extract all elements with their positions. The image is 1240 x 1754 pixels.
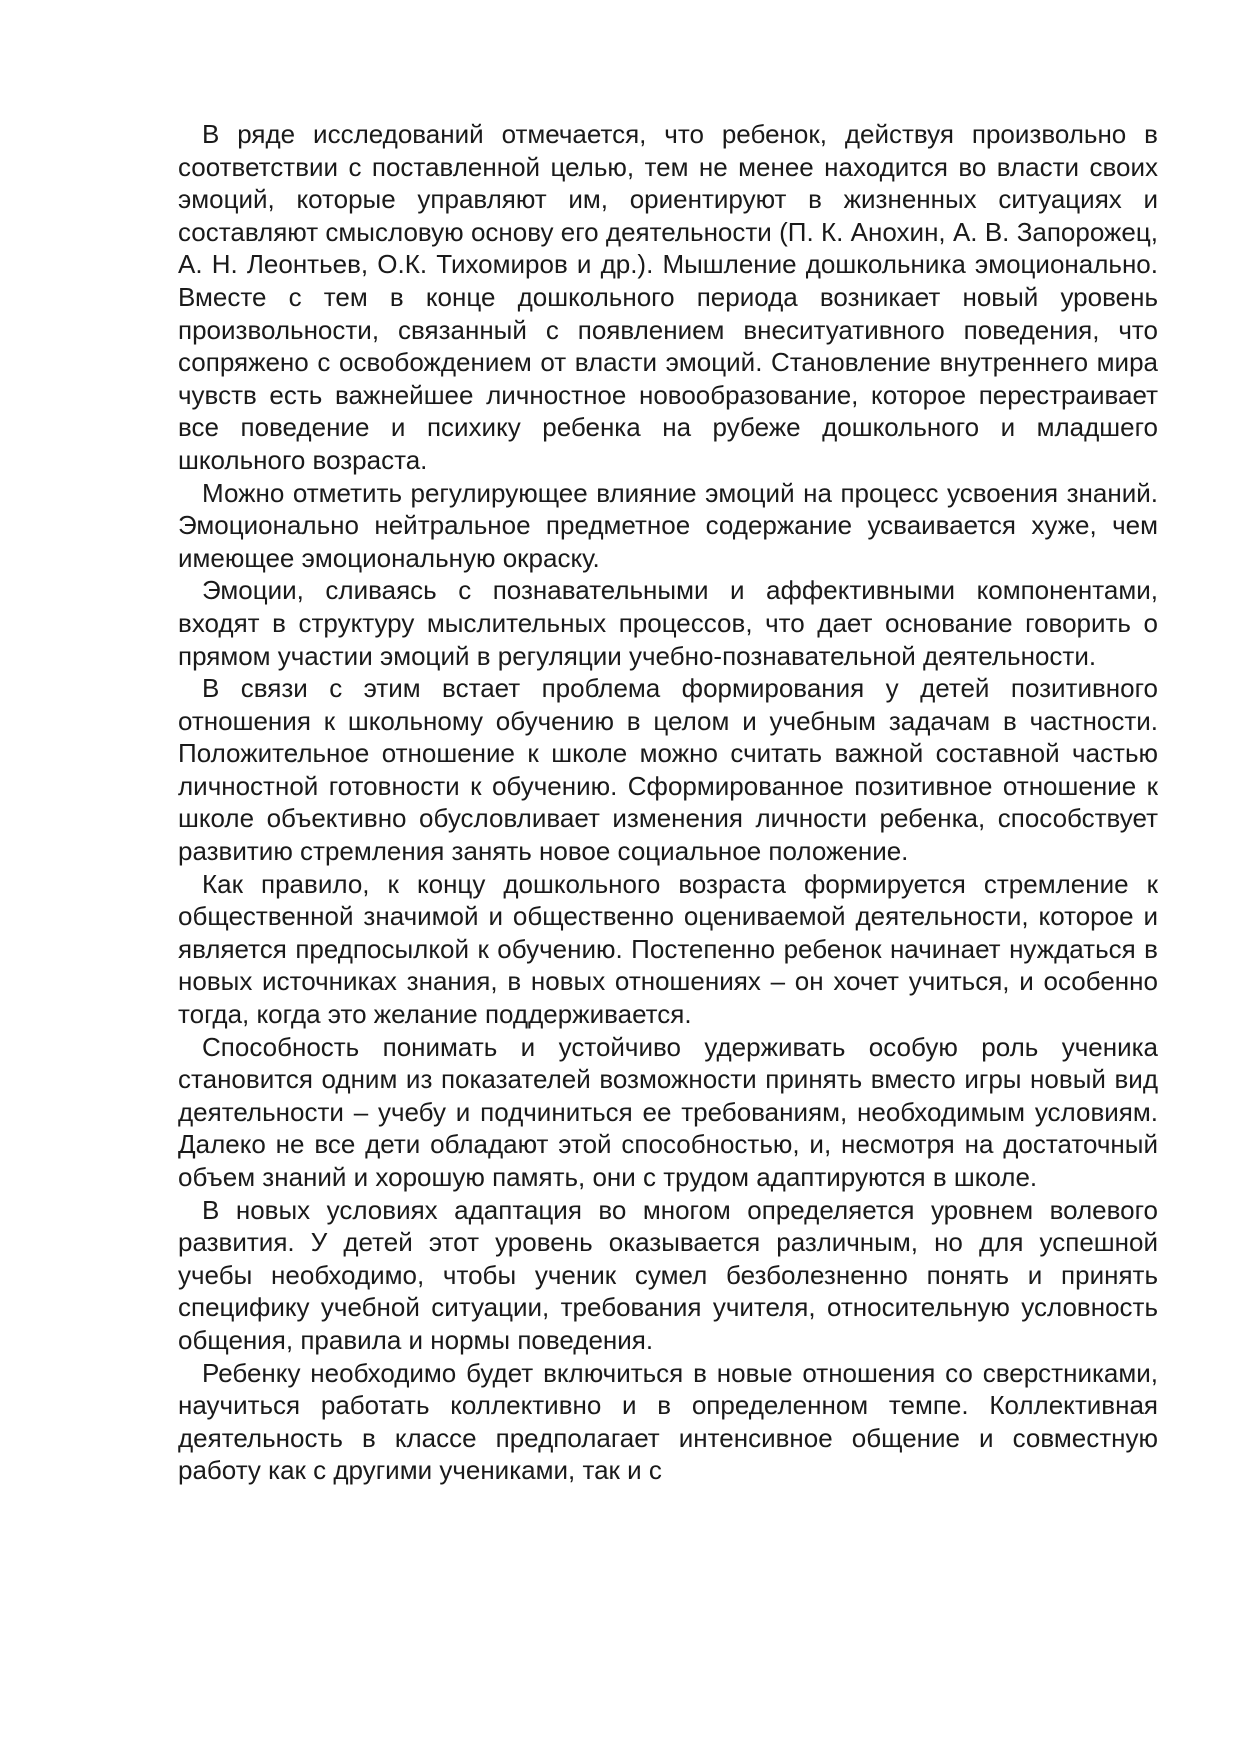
paragraph-2: Можно отметить регулирующее влияние эмоций на процесс усвоения знаний. Эмоционально нейтральное предметное содержание усваивается хуже, чем имеющее эмоциональную окраску. [178, 477, 1158, 573]
document-page [178, 118, 1158, 1487]
paragraph-6: Способность понимать и устойчиво удерживать особую роль ученика становится одним из показателей возможности принять вместо игры новый вид деятельности – учебу и подчиниться ее требованиям, необходимым условиям. Далеко не все дети обладают этой способностью, и, несмотря на достаточный объем знаний и хорошую память, они с трудом адаптируются в школе. [178, 1031, 1158, 1192]
paragraph-7: В новых условиях адаптация во многом определяется уровнем волевого развития. У детей этот уровень оказывается различным, но для успешной учебы необходимо, чтобы ученик сумел безболезненно понять и принять специфику учебной ситуации, требования учителя, относительную условность общения, правила и нормы поведения. [178, 1194, 1158, 1355]
paragraph-8: Ребенку необходимо будет включиться в новые отношения со сверстниками, научиться работать коллективно и в определенном темпе. Коллективная деятельность в классе предполагает интенсивное общение и совместную работу как с другими учениками, так и с [178, 1357, 1158, 1486]
paragraph-5: Как правило, к концу дошкольного возраста формируется стремление к общественной значимой и общественно оцениваемой деятельности, которое и является предпосылкой к обучению. Постепенно ребенок начинает нуждаться в новых источниках знания, в новых отношениях – он хочет учиться, и особенно тогда, когда это желание поддерживается. [178, 868, 1158, 1030]
paragraph-3: Эмоции, сливаясь с познавательными и аффективными компонентами, входят в структуру мыслительных процессов, что дает основание говорить о прямом участии эмоций в регуляции учебно-познавательной деятельности. [178, 575, 1158, 671]
paragraph-4: В связи с этим встает проблема формирования у детей позитивного отношения к школьному обучению в целом и учебным задачам в частности. Положительное отношение к школе можно считать важной составной частью личностной готовности к обучению. Сформированное позитивное отношение к школе объективно обусловливает изменения личности ребенка, способствует развитию стремления занять новое социальное положение. [178, 673, 1158, 867]
paragraph-1: В ряде исследований отмечается, что ребенок, действуя произвольно в соответствии с поставленной целью, тем не менее находится во власти своих эмоций, которые управляют им, ориентируют в жизненных ситуациях и составляют смысловую основу его деятельности (П. К. Анохин, А. В. Запорожец, А. Н. Леонтьев, О.К. Тихомиров и др.). Мышление дошкольника эмоционально. Вместе с тем в конце дошкольного периода возникает новый уровень произвольности, связанный с появлением внеситуативного поведения, что сопряжено с освобождением от власти эмоций. Становление внутреннего мира чувств есть важнейшее личностное новообразование, которое перестраивает все поведение и психику ребенка на рубеже дошкольного и младшего школьного возраста. [178, 119, 1158, 475]
